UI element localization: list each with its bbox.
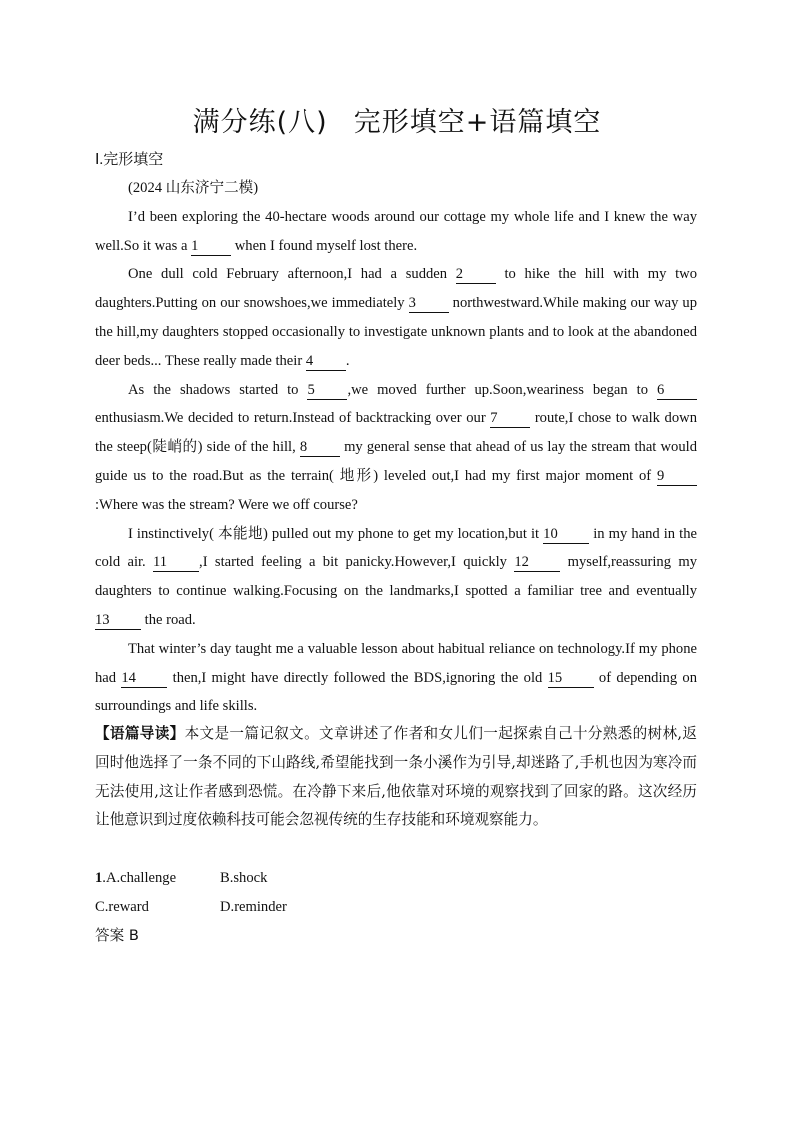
blank-7[interactable]: 7 bbox=[490, 410, 530, 428]
blank-15[interactable]: 15 bbox=[548, 670, 594, 688]
blank-12[interactable]: 12 bbox=[514, 554, 560, 572]
passage bbox=[95, 174, 697, 721]
blank-9[interactable]: 9 bbox=[657, 468, 697, 486]
blank-3[interactable]: 3 bbox=[409, 295, 449, 313]
option-c[interactable]: C.reward bbox=[95, 898, 149, 915]
question-number: 1 bbox=[95, 870, 103, 886]
option-a[interactable]: .A.challenge bbox=[102, 870, 177, 886]
passage-guide: 【语篇导读】本文是一篇记叙文。文章讲述了作者和女儿们一起探索自己十分熟悉的树林,返回时他选择了一条不同的下山路线,希望能找到一条小溪作为引导,却迷路了,手机也因为寒冷而无法使用,这让作者感到恐慌。在冷静下来后,他依靠对环境的观察找到了回家的路。这次经历让他意识到过度依赖科技可能会忽视传统的生存技能和环境观察能力。 bbox=[95, 725, 697, 829]
paragraph-4: I instinctively( 本能地) pulled out my phone to get my location,but it 10 in my hand in the cold air. 11 ,I started feeling a bit panicky.However,I quickly 12 myself,reassuring my daughters to continue walking.Focusing on the landmarks,I spotted a familiar tree and eventually 13 the road. bbox=[95, 525, 697, 628]
blank-8[interactable]: 8 bbox=[300, 439, 340, 457]
source-line: (2024 山东济宁二模) bbox=[128, 180, 259, 196]
blank-2[interactable]: 2 bbox=[456, 266, 496, 284]
question-1 bbox=[95, 864, 287, 950]
option-b[interactable]: B.shock bbox=[220, 870, 268, 886]
page-title: 满分练(八) 完形填空+语篇填空 bbox=[192, 107, 602, 138]
blank-1[interactable]: 1 bbox=[191, 238, 231, 256]
blank-14[interactable]: 14 bbox=[121, 670, 167, 688]
option-d[interactable]: D.reminder bbox=[220, 898, 287, 915]
paragraph-3: As the shadows started to 5 ,we moved further up.Soon,weariness began to 6 enthusiasm.We decided to return.Instead of backtracking over our 7 route,I chose to walk down the steep(陡峭的) side of the hill, 8 my general sense that ahead of us lay the stream that would guide us to the road.But as the terrain( 地形) leveled out,I had my first major moment of 9:Where was the stream? Were we off course? bbox=[95, 381, 697, 513]
blank-6[interactable]: 6 bbox=[657, 382, 697, 400]
blank-13[interactable]: 13 bbox=[95, 612, 141, 630]
blank-11[interactable]: 11 bbox=[153, 554, 199, 572]
paragraph-5: That winter’s day taught me a valuable lesson about habitual reliance on technology.If my phone had 14 then,I might have directly followed the BDS,ignoring the old 15 of depending on surroundings and life skills. bbox=[95, 640, 697, 715]
blank-10[interactable]: 10 bbox=[543, 526, 589, 544]
blank-5[interactable]: 5 bbox=[307, 382, 347, 400]
answer-line: 答案 B bbox=[95, 926, 139, 944]
paragraph-1: I’d been exploring the 40-hectare woods around our cottage my whole life and I knew the way well.So it was a 1 when I found myself lost there. bbox=[95, 208, 697, 254]
paragraph-2: One dull cold February afternoon,I had a sudden 2 to hike the hill with my two daughters.Putting on our snowshoes,we immediately 3 northwestward.While making our way up the hill,my daughters stopped occasionally to investigate unknown plants and to look at the abandoned deer beds... These really made their 4 . bbox=[95, 266, 697, 369]
section-heading: Ⅰ.完形填空 bbox=[95, 150, 164, 168]
blank-4[interactable]: 4 bbox=[306, 353, 346, 371]
